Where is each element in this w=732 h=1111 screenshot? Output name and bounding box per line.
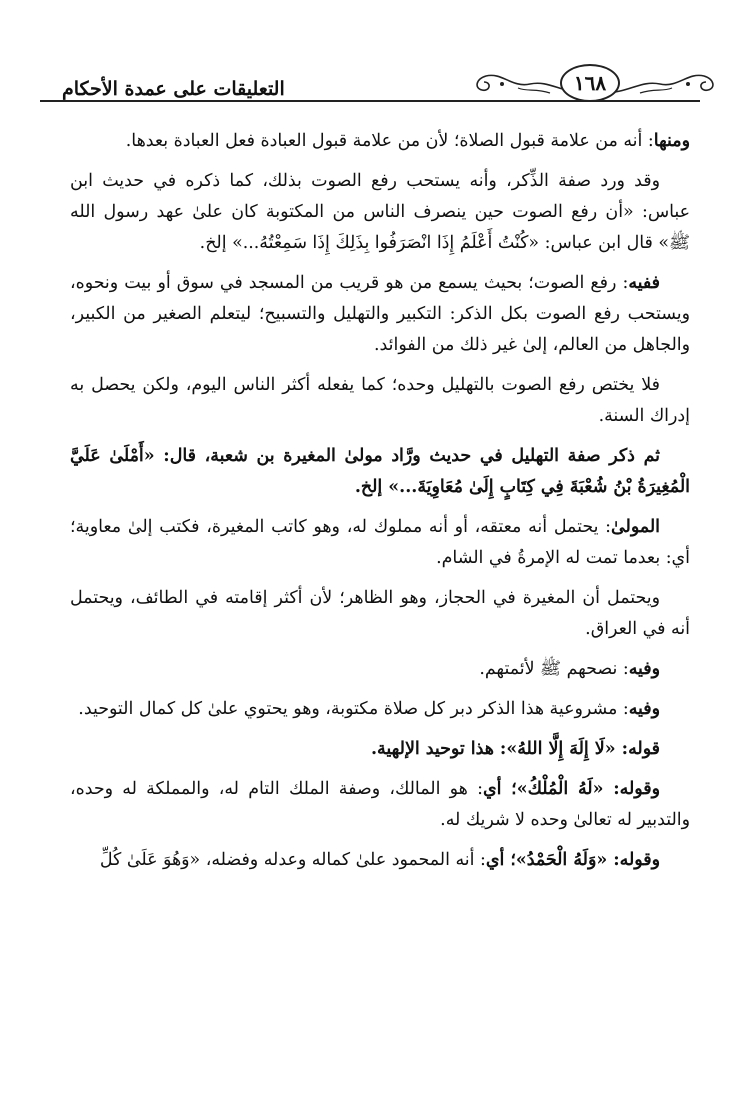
paragraph-text: : مشروعية هذا الذكر دبر كل صلاة مكتوبة، وهو يحتوي علىٰ كل كمال التوحيد. [78, 699, 629, 719]
paragraph [70, 694, 690, 725]
paragraph-text: : نصحهم ﷺ لأئمتهم. [479, 659, 629, 679]
paragraph [70, 370, 690, 432]
paragraph [70, 774, 690, 836]
paragraph-lead: وقوله: «لَهُ الْمُلْكُ»؛ أي [482, 779, 660, 799]
paragraph [70, 845, 690, 876]
paragraph [70, 126, 690, 157]
paragraph [70, 654, 690, 685]
book-title: التعليقات على عمدة الأحكام [62, 78, 285, 100]
paragraph [70, 441, 690, 503]
paragraph-text: ثم ذكر صفة التهليل في حديث ورَّاد مولىٰ المغيرة بن شعبة، قال: «أَمْلَىٰ عَلَيَّ الْمُغِيرَةُ بْنُ شُعْبَةَ فِي كِتَابٍ إِلَىٰ مُعَاوِيَةَ...» إلخ. [70, 446, 690, 497]
paragraph-lead: ففيه [628, 273, 660, 293]
paragraph-text: : هذا توحيد الإلهية. [371, 739, 507, 759]
paragraph-text: : رفع الصوت؛ بحيث يسمع من هو قريب من المسجد في سوق أو بيت ونحوه، ويستحب رفع الصوت بكل الذكر: التكبير والتهليل والتسبيح؛ ليتعلم الصغير من الكبير، والجاهل من العالم، إلىٰ غير ذلك من الفوائد. [70, 273, 690, 355]
paragraph-lead: المولىٰ [611, 517, 660, 537]
paragraph-text: : هو المالك، وصفة الملك التام له، والمملكة له وحده، والتدبير له تعالىٰ وحده لا شريك له. [70, 779, 690, 830]
paragraph-lead: ومنها [653, 131, 690, 151]
paragraph-text: : أنه المحمود علىٰ كماله وعدله وفضله، «وَهُوَ عَلَىٰ كُلِّ [99, 850, 486, 870]
page-header [40, 56, 700, 116]
page-number: ١٦٨ [560, 64, 620, 102]
paragraph [70, 734, 690, 765]
paragraph-lead: قوله: «لَا إِلَهَ إِلَّا اللهُ» [506, 739, 660, 759]
paragraph-lead: وفيه [628, 699, 660, 719]
paragraph [70, 583, 690, 645]
paragraph-text: فلا يختص رفع الصوت بالتهليل وحده؛ كما يفعله أكثر الناس اليوم، ولكن يحصل به إدراك السنة. [70, 375, 690, 426]
paragraph-text: : يحتمل أنه معتقه، أو أنه مملوك له، وهو كاتب المغيرة، فكتب إلىٰ معاوية؛ أي: بعدما تمت له الإمرةُ في الشام. [70, 517, 690, 568]
paragraph-text: : أنه من علامة قبول الصلاة؛ لأن من علامة قبول العبادة فعل العبادة بعدها. [125, 131, 654, 151]
page-body [70, 126, 690, 885]
paragraph-text: ويحتمل أن المغيرة في الحجاز، وهو الظاهر؛ لأن أكثر إقامته في الطائف، ويحتمل أنه في العراق. [70, 588, 690, 639]
paragraph [70, 166, 690, 259]
paragraph [70, 512, 690, 574]
paragraph-lead: وقوله: «وَلَهُ الْحَمْدُ»؛ أي [485, 850, 660, 870]
paragraph [70, 268, 690, 361]
paragraph-text: وقد ورد صفة الذِّكر، وأنه يستحب رفع الصوت بذلك، كما ذكره في حديث ابن عباس: «أن رفع الصوت حين ينصرف الناس من المكتوبة كان علىٰ عهد رسول الله ﷺ» قال ابن عباس: «كُنْتُ أَعْلَمُ إِذَا انْصَرَفُوا بِذَلِكَ إِذَا سَمِعْتُهُ...» إلخ. [70, 171, 690, 253]
paragraph-lead: وفيه [628, 659, 660, 679]
